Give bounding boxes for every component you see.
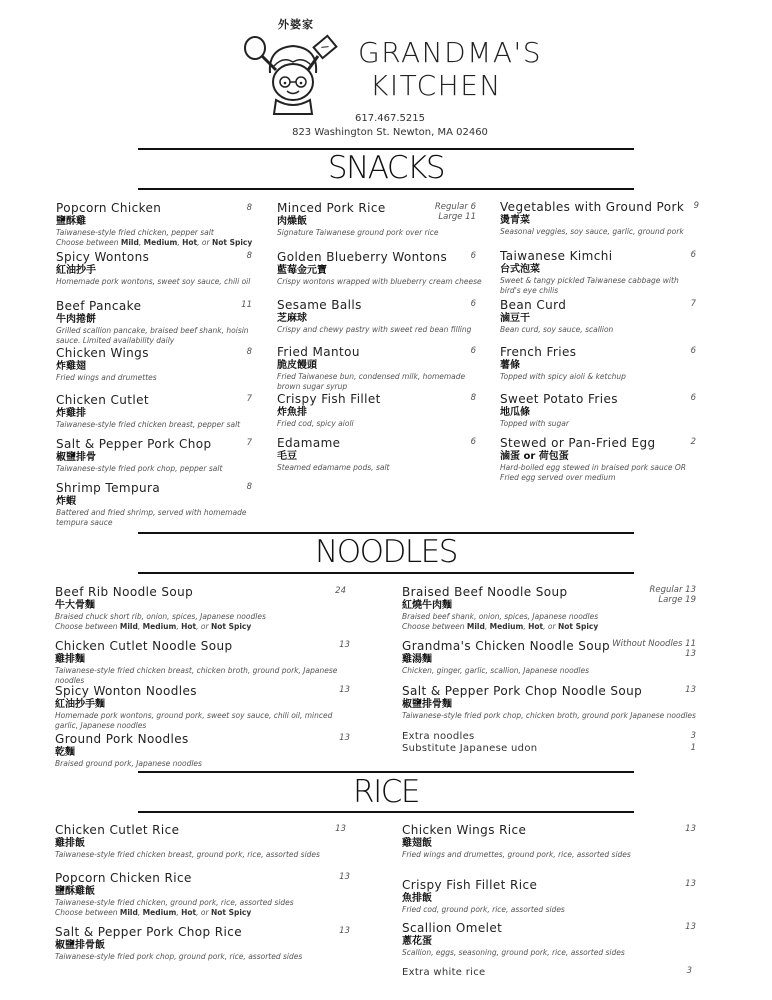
item-name: Popcorn Chicken <box>56 201 162 215</box>
item-price: 8 <box>470 393 476 403</box>
item-chinese-name: 毛豆 <box>277 451 297 462</box>
item-chinese-name: 雞排麵 <box>55 654 85 665</box>
item-price: 6 <box>690 393 696 403</box>
item-name: Stewed or Pan-Fried Egg <box>500 436 656 450</box>
item-description: Taiwanese-style fried chicken, pepper salt <box>56 228 214 237</box>
item-description: Homemade pork wontons, ground pork, sweet soy sauce, chili oil, minced garlic, Japanese noodles <box>55 711 333 730</box>
item-description: Taiwanese-style fried chicken breast, pepper salt <box>56 420 241 429</box>
item-description: Steamed edamame pods, salt <box>277 463 390 472</box>
item-description: Taiwanese-style fried chicken, ground pork, rice, assorted sides <box>55 898 294 907</box>
item-name: Salt & Pepper Pork Chop Rice <box>55 925 243 939</box>
menu-item <box>56 437 256 474</box>
item-name: Beef Rib Noodle Soup <box>55 585 194 599</box>
item-description: Taiwanese-style fried pork chop, ground pork, rice, assorted sides <box>55 952 303 961</box>
item-price: 2 <box>690 437 696 447</box>
item-name: Chicken Cutlet Rice <box>55 823 180 837</box>
menu-item <box>500 200 700 237</box>
item-price: 13 <box>335 824 346 834</box>
item-name: Crispy Fish Fillet <box>277 392 381 406</box>
menu-item <box>277 201 439 238</box>
item-description: Grilled scallion pancake, braised beef shank, hoisin sauce. Limited availability daily <box>56 326 249 345</box>
brand-line-2: KITCHEN <box>370 69 502 102</box>
item-description: Fried cod, spicy aioli <box>277 419 354 428</box>
item-chinese-name: 雞排飯 <box>55 838 85 849</box>
item-chinese-name: 乾麵 <box>55 747 75 758</box>
grandma-face-icon <box>238 18 348 118</box>
contact-info <box>240 112 540 140</box>
menu-item <box>55 823 350 860</box>
item-name: Braised Beef Noodle Soup <box>402 585 568 599</box>
spice-choice: Choose between Mild, Medium, Hot, or Not Spicy <box>55 907 252 917</box>
brand-line-1: GRANDMA'S <box>358 36 542 69</box>
item-name: Fried Mantou <box>277 345 360 359</box>
item-chinese-name: 椒鹽排骨飯 <box>55 940 105 951</box>
menu-item <box>500 392 690 429</box>
item-chinese-name: 滷蛋 or 荷包蛋 <box>500 451 569 462</box>
extra-white-rice: Extra white rice <box>402 967 486 978</box>
rice-bottom-rule <box>138 811 634 813</box>
menu-item <box>402 921 692 958</box>
item-chinese-name: 台式泡菜 <box>500 264 540 275</box>
item-price: 6 <box>470 346 476 356</box>
item-name: Beef Pancake <box>56 299 142 313</box>
item-name: French Fries <box>500 345 577 359</box>
menu-item <box>277 250 491 287</box>
noodles-bottom-rule <box>138 572 634 574</box>
item-name: Bean Curd <box>500 298 567 312</box>
item-name: Spicy Wontons <box>56 250 150 264</box>
item-chinese-name: 雞湯麵 <box>402 654 432 665</box>
item-name: Shrimp Tempura <box>56 481 161 495</box>
item-chinese-name: 薯條 <box>500 360 520 371</box>
item-description: Topped with sugar <box>500 419 569 428</box>
substitute-udon: Substitute Japanese udon <box>402 743 538 754</box>
menu-item <box>55 684 350 730</box>
substitute-udon-price: 1 <box>690 743 696 753</box>
item-name: Ground Pork Noodles <box>55 732 189 746</box>
item-description: Hard-boiled egg stewed in braised pork sauce OR Fried egg served over medium <box>500 463 687 482</box>
item-price: 13 <box>339 733 350 743</box>
item-name: Taiwanese Kimchi <box>500 249 613 263</box>
item-description: Taiwanese-style fried pork chop, pepper salt <box>56 464 223 473</box>
menu-item <box>402 585 662 631</box>
menu-item <box>277 345 477 391</box>
extra-noodles: Extra noodles <box>402 731 475 742</box>
item-chinese-name: 芝麻球 <box>277 313 307 324</box>
item-price: 9 <box>693 201 699 211</box>
item-name: Sesame Balls <box>277 298 362 312</box>
menu-item <box>56 393 256 430</box>
menu-item <box>500 298 690 335</box>
item-description: Seasonal veggies, soy sauce, garlic, ground pork <box>500 227 684 236</box>
item-description: Braised ground pork, Japanese noodles <box>55 759 202 768</box>
item-description: Sweet & tangy pickled Taiwanese cabbage with bird's eye chilis <box>500 276 679 295</box>
item-price: 13 <box>685 685 696 695</box>
item-chinese-name: 牛肉捲餅 <box>56 314 96 325</box>
item-price: 13 <box>339 872 350 882</box>
item-name: Vegetables with Ground Pork <box>500 200 685 214</box>
item-description: Braised chuck short rib, onion, spices, Japanese noodles <box>55 612 266 621</box>
extra-noodles-price: 3 <box>690 731 696 741</box>
menu-item <box>402 878 692 915</box>
item-name: Chicken Wings Rice <box>402 823 527 837</box>
menu-item <box>55 871 345 917</box>
item-name: Edamame <box>277 436 341 450</box>
item-description: Battered and fried shrimp, served with homemade tempura sauce <box>56 508 247 527</box>
item-chinese-name: 魚排飯 <box>402 893 432 904</box>
item-description: Bean curd, soy sauce, scallion <box>500 325 614 334</box>
item-name: Chicken Cutlet Noodle Soup <box>55 639 233 653</box>
item-chinese-name: 脆皮饅頭 <box>277 360 317 371</box>
item-price: 13 <box>685 922 696 932</box>
menu-item <box>55 585 345 631</box>
item-description: Taiwanese-style fried pork chop, chicken broth, ground pork Japanese noodles <box>402 711 696 720</box>
item-description: Crispy wontons wrapped with blueberry cream cheese <box>277 277 482 286</box>
item-name: Golden Blueberry Wontons <box>277 250 448 264</box>
item-chinese-name: 燙青菜 <box>500 215 530 226</box>
item-description: Taiwanese-style fried chicken breast, chicken broth, ground pork, Japanese noodles <box>55 666 338 685</box>
item-name: Minced Pork Rice <box>277 201 386 215</box>
item-name: Popcorn Chicken Rice <box>55 871 192 885</box>
item-price-large: Large 11 <box>438 212 476 222</box>
spice-choice: Choose between Mild, Medium, Hot, or Not Spicy <box>55 621 252 631</box>
item-chinese-name: 紅油抄手 <box>56 265 96 276</box>
item-name: Spicy Wonton Noodles <box>55 684 197 698</box>
item-price: 24 <box>335 586 346 596</box>
item-price: 8 <box>246 203 252 213</box>
menu-item <box>56 299 264 345</box>
item-name: Salt & Pepper Pork Chop <box>56 437 212 451</box>
phone-number: 617.467.5215 <box>355 113 425 124</box>
logo-chinese-name: 外婆家 <box>278 18 314 31</box>
menu-item <box>500 249 696 295</box>
item-name: Chicken Wings <box>56 346 149 360</box>
item-price: 13 <box>339 926 350 936</box>
item-description: Fried wings and drumettes <box>56 373 157 382</box>
item-price: 13 <box>685 824 696 834</box>
item-chinese-name: 紅燒牛肉麵 <box>402 600 452 611</box>
item-description: Chicken, ginger, garlic, scallion, Japanese noodles <box>402 666 590 675</box>
item-price-without-noodles: Without Noodles 11 <box>612 639 696 649</box>
menu-item <box>402 823 697 860</box>
menu-item <box>277 392 467 429</box>
menu-item <box>56 481 256 527</box>
item-price: 8 <box>246 347 252 357</box>
item-description: Signature Taiwanese ground pork over rice <box>277 228 439 237</box>
item-price: 6 <box>690 346 696 356</box>
menu-item <box>55 732 345 769</box>
item-chinese-name: 炸魚排 <box>277 407 307 418</box>
menu-item <box>56 250 266 287</box>
menu-item <box>402 684 697 721</box>
item-chinese-name: 雞翅飯 <box>402 838 432 849</box>
menu-item <box>277 436 467 473</box>
item-price: 6 <box>470 299 476 309</box>
item-description: Homemade pork wontons, sweet soy sauce, chili oil <box>56 277 251 286</box>
item-price: 11 <box>241 300 252 310</box>
item-chinese-name: 肉燥飯 <box>277 216 307 227</box>
item-price: 8 <box>246 482 252 492</box>
menu-item <box>500 436 700 482</box>
item-price-regular: Regular 6 <box>434 202 476 212</box>
item-chinese-name: 炸雞排 <box>56 408 86 419</box>
item-chinese-name: 鹽酥雞 <box>56 216 86 227</box>
snacks-title: SNACKS <box>327 150 445 186</box>
item-name: Salt & Pepper Pork Chop Noodle Soup <box>402 684 643 698</box>
spice-choice: Choose between Mild, Medium, Hot, or Not Spicy <box>56 237 253 247</box>
item-chinese-name: 藍莓金元寶 <box>277 265 327 276</box>
rice-title: RICE <box>353 774 419 810</box>
extra-white-rice-price: 3 <box>686 966 692 976</box>
item-chinese-name: 炸蝦 <box>56 496 76 507</box>
menu-item <box>500 345 690 382</box>
snacks-bottom-rule <box>138 188 634 190</box>
item-chinese-name: 鹽酥雞飯 <box>55 886 95 897</box>
item-description: Crispy and chewy pastry with sweet red bean filling <box>277 325 472 334</box>
item-price: 13 <box>339 685 350 695</box>
item-price: 13 <box>339 640 350 650</box>
item-price: 6 <box>470 437 476 447</box>
item-name: Scallion Omelet <box>402 921 503 935</box>
item-chinese-name: 紅油抄手麵 <box>55 699 105 710</box>
address: 823 Washington St. Newton, MA 02460 <box>292 127 488 138</box>
item-chinese-name: 地瓜條 <box>500 407 530 418</box>
item-name: Chicken Cutlet <box>56 393 149 407</box>
item-price: 7 <box>690 299 696 309</box>
spice-choice: Choose between Mild, Medium, Hot, or Not Spicy <box>402 621 599 631</box>
item-description: Fried Taiwanese bun, condensed milk, homemade brown sugar syrup <box>277 372 466 391</box>
item-description: Braised beef shank, onion, spices, Japanese noodles <box>402 612 599 621</box>
item-price: 13 <box>685 649 696 659</box>
item-description: Fried wings and drumettes, ground pork, rice, assorted sides <box>402 850 631 859</box>
item-price: 6 <box>690 250 696 260</box>
menu-item <box>56 346 256 383</box>
menu-item <box>55 639 350 685</box>
item-name: Crispy Fish Fillet Rice <box>402 878 538 892</box>
item-description: Fried cod, ground pork, rice, assorted sides <box>402 905 565 914</box>
item-chinese-name: 炸雞翅 <box>56 361 86 372</box>
restaurant-name <box>358 36 542 102</box>
item-chinese-name: 牛大骨麵 <box>55 600 95 611</box>
item-description: Taiwanese-style fried chicken breast, ground pork, rice, assorted sides <box>55 850 320 859</box>
item-price: 13 <box>685 879 696 889</box>
menu-item <box>56 201 256 247</box>
item-chinese-name: 蔥花蛋 <box>402 936 432 947</box>
grandma-logo <box>238 18 348 118</box>
item-price-large: Large 19 <box>658 595 696 605</box>
item-description: Scallion, eggs, seasoning, ground pork, rice, assorted sides <box>402 948 625 957</box>
menu-item <box>277 298 487 335</box>
item-price-regular: Regular 13 <box>649 585 696 595</box>
menu-item <box>55 925 350 962</box>
item-price: 6 <box>470 251 476 261</box>
item-description: Topped with spicy aioli & ketchup <box>500 372 626 381</box>
menu-item <box>402 639 622 676</box>
item-name: Grandma's Chicken Noodle Soup <box>402 639 611 653</box>
rice-top-rule <box>138 771 634 773</box>
item-chinese-name: 椒鹽排骨麵 <box>402 699 452 710</box>
item-price: 8 <box>246 251 252 261</box>
item-name: Sweet Potato Fries <box>500 392 618 406</box>
item-price: 7 <box>246 394 252 404</box>
item-chinese-name: 椒鹽排骨 <box>56 452 96 463</box>
item-price: 7 <box>246 438 252 448</box>
noodles-title: NOODLES <box>315 534 457 570</box>
item-chinese-name: 滷豆干 <box>500 313 530 324</box>
